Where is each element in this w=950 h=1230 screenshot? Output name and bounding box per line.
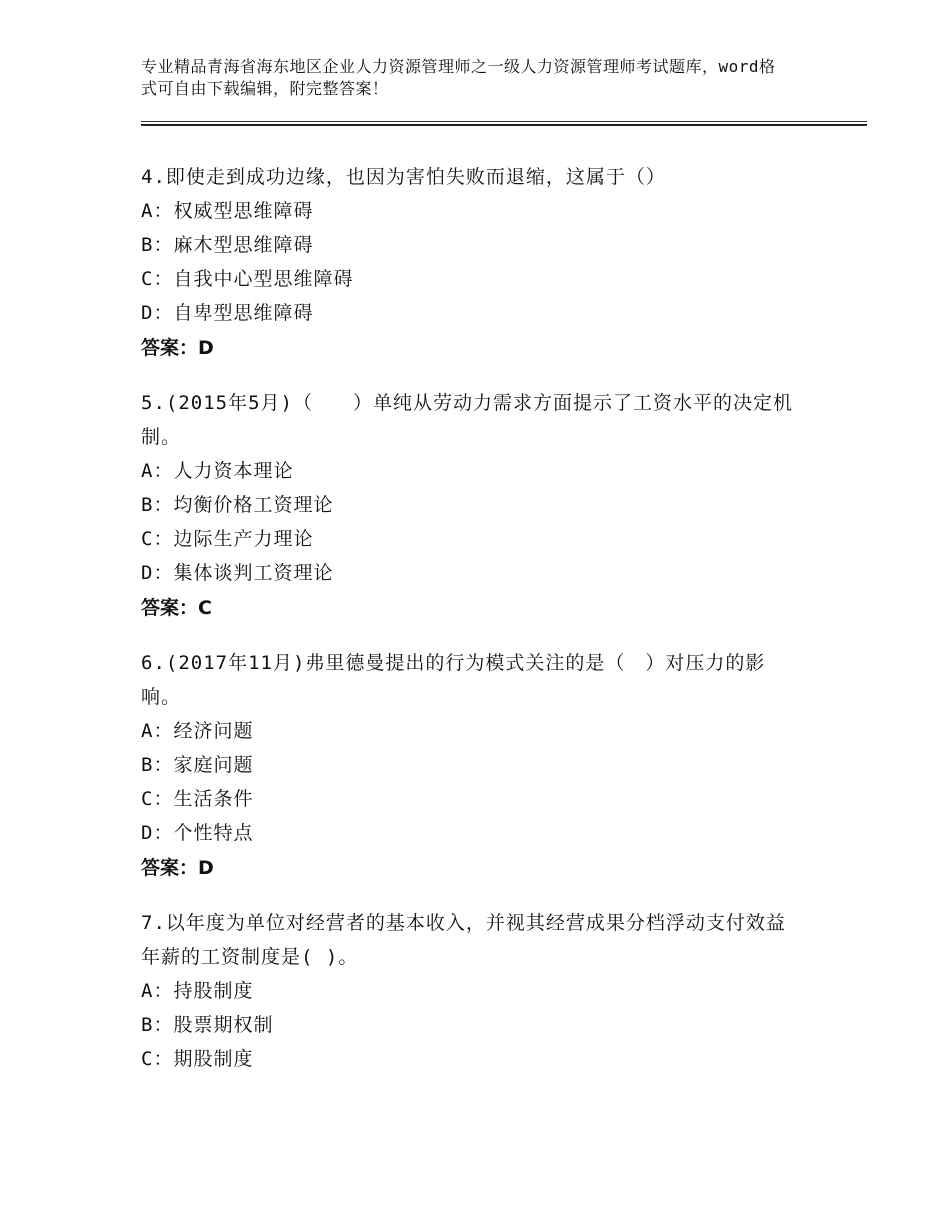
option-c: C：期股制度 [141,1048,254,1070]
question-stem: 5.(2015年5月)（ ）单纯从劳动力需求方面提示了工资水平的决定机制。 [141,392,793,448]
answer-label: 答案：D [141,337,214,359]
question-stem: 4.即使走到成功边缘，也因为害怕失败而退缩，这属于（） [141,166,666,188]
option-a: A：持股制度 [141,980,254,1002]
question-7 [141,906,821,1076]
option-b: B：股票期权制 [141,1014,274,1036]
option-c: C：边际生产力理论 [141,528,314,550]
header-rule-thin [141,121,867,122]
document-header: 专业精品青海省海东地区企业人力资源管理师之一级人力资源管理师考试题库，word格式可自由下载编辑，附完整答案！ [141,57,776,98]
option-a: A：权威型思维障碍 [141,200,314,222]
option-d: D：个性特点 [141,822,254,844]
option-b: B：家庭问题 [141,754,254,776]
option-d: D：自卑型思维障碍 [141,302,314,324]
option-a: A：人力资本理论 [141,460,294,482]
answer-label: 答案：D [141,857,214,879]
option-d: D：集体谈判工资理论 [141,562,334,584]
question-list [141,160,821,1096]
option-c: C：生活条件 [141,788,254,810]
option-c: C：自我中心型思维障碍 [141,268,354,290]
header-rule-thick [141,124,867,126]
question-stem: 6.(2017年11月)弗里德曼提出的行为模式关注的是（ ）对压力的影响。 [141,652,766,708]
question-6 [141,646,821,886]
question-stem: 7.以年度为单位对经营者的基本收入，并视其经营成果分档浮动支付效益年薪的工资制度是( )。 [141,912,786,968]
option-b: B：均衡价格工资理论 [141,494,334,516]
option-a: A：经济问题 [141,720,254,742]
option-b: B：麻木型思维障碍 [141,234,314,256]
question-5 [141,386,821,626]
answer-label: 答案：C [141,597,212,619]
question-4 [141,160,821,366]
